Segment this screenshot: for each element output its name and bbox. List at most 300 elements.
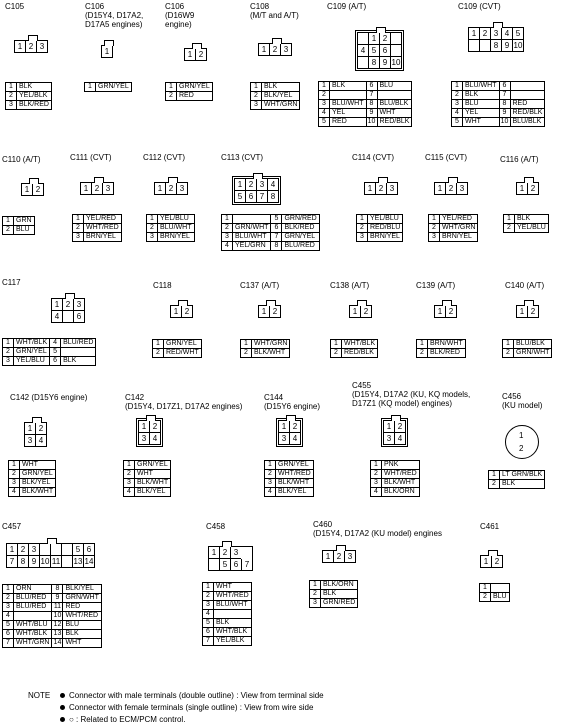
wire-row [319,109,412,118]
wire-color: RED/BLK [510,109,545,118]
connector-label: C110 (A/T) [2,155,41,164]
pin-number: 3 [139,433,150,444]
wire-row [3,630,102,639]
terminal-number: 5 [50,348,61,357]
wire-row [310,581,358,590]
connector-label: C114 (CVT) [352,153,395,162]
terminal-number: 4 [371,488,382,497]
pin-number: 4 [397,434,403,443]
note-line-2: Connector with female terminals (single outline) : View from wire side [60,702,313,713]
connector-latch [272,38,282,44]
wire-color: ORN [14,585,52,594]
pin-number: 6 [380,45,391,57]
wire-row [265,461,314,470]
pin-row [350,306,371,317]
terminal-number: 6 [50,357,61,366]
wire-color [61,348,96,357]
wire-color: WHT/RED [63,612,101,621]
pin-number [358,57,369,68]
terminal-number: 6 [3,630,14,639]
terminal-number: 8 [499,100,510,109]
pin-number: 3 [74,299,84,311]
pin-number [40,544,51,556]
connector-latch [488,550,498,556]
wire-row [222,242,320,251]
terminal-number: 3 [9,479,20,488]
wire-color: GRN/YEL [135,461,171,470]
wire-color-table [240,339,290,358]
wire-color: BLK [330,82,367,91]
wire-color: WHT [135,470,171,479]
wire-color-table [309,580,358,608]
wire-row [357,224,403,233]
wire-color [14,612,52,621]
pin-number: 2 [220,547,231,559]
wire-color: RED [330,118,367,127]
pin-number: 2 [270,44,281,55]
connector-latch [222,541,232,547]
connector-face [184,48,207,61]
pin-number: 9 [502,40,513,51]
wire-color: BRN/YEL [158,233,195,242]
note-line-3: ○ : Related to ECM/PCM control. [60,714,185,725]
terminal-number: 10 [53,612,62,619]
pin-number: 6 [231,559,242,570]
pin-number: 2 [376,183,387,194]
wire-row [429,233,478,242]
wire-row [504,224,549,233]
wire-row [203,592,252,601]
wire-row [371,488,420,497]
pin-number: 5 [235,191,246,202]
wire-row [3,585,102,594]
wire-color: YEL/BLU [14,357,50,366]
wire-color-table [318,81,412,127]
terminal-number: 2 [166,92,177,101]
terminal-number: 14 [53,639,62,646]
connector-label: C456 (KU model) [502,392,543,410]
pin-row [481,556,502,567]
wire-color [510,91,545,100]
wire-color: YEL/BLU [158,215,195,224]
connector-face [434,182,468,195]
wire-color: GRN/RED [321,599,358,608]
bullet-icon [60,717,65,722]
connector-face [349,305,372,318]
pin-number: 9 [29,556,40,567]
terminal-number: 6 [366,82,377,91]
terminal-number: 8 [52,585,63,594]
pin-number: 3 [283,45,289,54]
terminal-number: 3 [251,101,262,110]
wire-color [233,215,271,224]
wire-row [480,584,510,593]
connector-face [170,305,193,318]
terminal-number: 1 [452,82,463,91]
pin-number: 1 [185,49,196,60]
wire-color: BLU [491,593,510,602]
wire-row [331,349,378,358]
connector-latch [442,300,452,306]
connector-label: C117 [2,278,21,287]
terminal-number: 6 [499,82,510,91]
pin-number: 1 [81,183,92,194]
wire-color: GRN/YEL [14,348,50,357]
wire-row [319,82,412,91]
bullet-icon [60,705,65,710]
pin-number: 2 [480,28,491,40]
terminal-number: 4 [124,488,135,497]
connector-label: C108 (M/T and A/T) [250,2,299,20]
terminal-number: 2 [3,348,14,357]
pin-number: 3 [491,28,502,40]
wire-color: GRN/YEL [282,233,319,242]
wire-row [147,233,195,242]
wire-color: BLU/WHT [214,601,252,610]
note-block [28,690,50,701]
wire-color: GRN/YEL [96,83,132,92]
terminal-number: 1 [203,583,214,592]
terminal-number: 4 [265,488,276,497]
wire-color: YEL [330,109,367,118]
wire-color: WHT/GRN [252,340,290,349]
wire-row [251,92,300,101]
wire-color [214,610,252,619]
terminal-number: 3 [3,357,14,366]
wire-row [371,479,420,488]
terminal-number: 3 [452,100,463,109]
terminal-number: 1 [504,215,515,224]
wire-color: GRN/YEL [20,470,56,479]
pin-number: 6 [246,191,257,202]
wire-color-table [221,214,320,251]
wire-row [153,340,202,349]
connector-face [480,555,503,568]
wire-row [222,224,320,233]
connector-label: C115 (CVT) [425,153,468,162]
wire-color: WHT/BLU [14,621,52,630]
pin-number [480,40,491,51]
wire-color: WHT/BLK [214,628,252,637]
terminal-number: 7 [366,91,377,100]
pin-row [52,299,84,311]
wire-row [452,82,545,91]
wire-color: BLK/WHT [252,349,290,358]
wire-color: WHT [463,118,500,127]
connector-face [101,45,113,58]
connector-face [516,305,539,318]
pin-number: 1 [369,33,380,45]
terminal-number: 2 [429,224,440,233]
pin-number: 1 [25,423,36,435]
wire-color-table [202,582,252,646]
wire-row [319,118,412,127]
connector-label: C144 (D15Y6 engine) [264,393,321,411]
connector-face [434,305,457,318]
pin-number: 2 [166,183,177,194]
terminal-number: 3 [147,233,158,242]
pin-row [171,306,192,317]
pin-row [259,306,280,317]
pin-number: 3 [179,184,185,193]
pin-row [384,433,405,444]
connector-label: C116 (A/T) [500,155,539,164]
pin-row [7,544,94,556]
pin-row [358,45,401,57]
wire-color: BLK [262,83,300,92]
pin-number: 3 [384,433,395,444]
wire-row [222,233,320,242]
pin-number: 1 [279,421,290,433]
wire-color: GRN/WHT [63,594,101,603]
pin-number: 3 [231,547,241,559]
wire-color-table [502,339,552,358]
wire-row [9,461,56,470]
wire-row [3,594,102,603]
terminal-number: 2 [265,470,276,479]
wire-row [331,340,378,349]
wire-row [203,619,252,628]
wire-color-table [72,214,122,242]
wire-row [357,215,403,224]
pin-number: 1 [469,28,480,40]
terminal-number: 1 [357,215,368,224]
wire-row [371,470,420,479]
wire-color: GRN [14,217,35,226]
wire-color: BLU/WHT [158,224,195,233]
wire-color: BLU/BLK [510,118,545,127]
connector-label: C112 (CVT) [143,153,186,162]
connector-latch [104,40,114,46]
wire-row [310,599,358,608]
pin-number: 8 [18,556,29,567]
wire-color: WHT/GRN [14,639,52,648]
pin-number: 2 [36,423,46,435]
pin-number [391,33,401,45]
connector-face [154,182,188,195]
pin-row [469,28,523,40]
terminal-number: 2 [9,470,20,479]
pin-number: 11 [51,557,61,566]
pin-row [384,421,405,433]
pin-number: 4 [358,45,369,57]
wire-color-table [330,339,378,358]
wire-color-table [146,214,195,242]
wire-color: BLU/BLK [377,100,412,109]
wire-color: BLU [14,226,35,235]
connector-label: C458 [206,522,226,531]
connector-face [6,543,95,568]
wire-color: BLU [63,621,101,630]
wire-row [85,83,132,92]
pin-number [358,33,369,45]
wire-row [480,593,510,602]
connector-label: C106 (D16W9 engine) [165,2,195,29]
wire-color: WHT/RED [382,470,420,479]
wire-row [124,461,171,470]
wire-row [147,215,195,224]
wire-row [203,637,252,646]
terminal-number: 9 [52,594,63,603]
connector-label: C460 (D15Y4, D17A2 (KU model) engines [313,520,442,538]
terminal-number: 4 [9,488,20,497]
terminal-number: 1 [222,215,233,224]
connector-face [21,183,44,196]
wire-row [203,583,252,592]
wire-color: RED/WHT [164,349,202,358]
terminal-number: 3 [319,100,330,109]
wire-row [452,91,545,100]
pin-number: 2 [395,421,405,433]
wire-color: BRN/YEL [84,233,122,242]
wire-color: YEL/RED [84,215,122,224]
wire-row [310,590,358,599]
pin-number: 2 [63,299,74,311]
wire-color: WHT/GRN [440,224,478,233]
connector-label: C139 (A/T) [416,281,456,290]
wire-color: BLK/RED [282,224,319,233]
pin-number: 3 [257,179,268,191]
wire-color: WHT/BLK [14,630,52,639]
wire-color: BLU/RED [282,242,319,251]
terminal-number: 1 [417,340,428,349]
wire-color: WHT/GRN [262,101,300,110]
terminal-number: 2 [480,593,491,602]
pin-number: 1 [435,306,446,317]
wire-row [153,349,202,358]
terminal-number: 2 [489,480,500,489]
wire-color: RED/BLK [377,118,412,127]
pin-number: 9 [380,57,391,68]
pin-number: 5 [220,559,231,570]
wire-color: BLK [214,619,252,628]
wire-color: YEL/GRN [233,242,271,251]
terminal-number: 3 [429,233,440,242]
wire-row [265,470,314,479]
wire-color: BLK/YEL [20,479,56,488]
wire-color: BLU/WHT [463,82,500,91]
connector-label: C461 [480,522,500,531]
pin-number: 4 [268,179,278,191]
wire-color: BLU/RED [61,339,96,348]
pin-number: 10 [391,58,401,67]
wire-color: BLU/BLK [514,340,552,349]
connector-label: C457 [2,522,22,531]
pin-number: 1 [435,183,446,194]
terminal-number: 1 [3,339,14,348]
pin-number: 1 [259,306,270,317]
wire-color-table [2,338,96,366]
connector-face [136,418,163,447]
connector-latch [29,178,39,184]
terminal-number: 4 [3,612,14,621]
terminal-number: 1 [9,461,20,470]
pin-number: 5 [369,45,380,57]
note-line-1: Connector with male terminals (double outline) : View from terminal side [60,690,324,701]
wire-row [9,488,56,497]
terminal-number: 13 [53,630,62,637]
terminal-number: 10 [500,118,509,125]
pin-number: 4 [152,434,158,443]
terminal-number: 1 [429,215,440,224]
terminal-number: 1 [503,340,514,349]
pin-row [365,183,397,194]
wire-row [452,100,545,109]
terminal-number: 2 [310,590,321,599]
terminal-number: 2 [504,224,515,233]
pin-number [51,544,62,556]
wire-color: BLK [463,91,500,100]
wire-row [166,92,213,101]
wire-color: WHT/RED [214,592,252,601]
wire-row [166,83,213,92]
pin-row [139,421,160,433]
connector-face [232,176,281,205]
connector-face [208,546,253,571]
pin-number [209,559,220,570]
connector-face [276,418,303,447]
terminal-number: 5 [319,118,330,127]
pin-number: 1 [517,183,528,194]
pin-number: 1 [155,183,166,194]
pin-number: 2 [519,444,524,453]
wire-color-table [250,82,300,110]
wire-color-table [428,214,478,242]
terminal-number: 1 [310,581,321,590]
terminal-number: 1 [85,83,96,92]
terminal-number: 1 [371,461,382,470]
pin-number: 4 [502,28,513,40]
terminal-number: 12 [53,621,62,628]
wire-row [265,479,314,488]
terminal-number: 2 [251,92,262,101]
pin-number: 2 [184,307,190,316]
wire-color-table [370,460,420,497]
pin-number: 1 [365,183,376,194]
wire-color: GRN/WHT [233,224,271,233]
wire-row [417,340,466,349]
pin-row [25,423,46,435]
pin-number: 3 [459,184,465,193]
wire-color: BLK/ORN [382,488,420,497]
wire-color: BLK [500,480,545,489]
pin-number [391,45,401,57]
terminal-number: 4 [50,339,61,348]
terminal-number: 8 [271,242,282,251]
connector-latch [32,417,42,423]
wire-row [417,349,466,358]
wire-row [203,628,252,637]
wire-row [124,479,171,488]
terminal-number: 7 [203,637,214,646]
wire-row [3,217,35,226]
terminal-number: 3 [73,233,84,242]
connector-face [516,182,539,195]
wire-row [203,601,252,610]
wire-color: BLK/YEL [276,488,314,497]
wire-row [3,612,102,621]
terminal-number: 7 [499,91,510,100]
wire-row [251,83,300,92]
wire-color: GRN/WHT [514,349,552,358]
wire-color: RED [63,603,101,612]
pin-row [25,435,46,446]
pin-number [469,40,480,51]
wire-color: BLK/YEL [63,585,101,594]
wire-color: YEL/BLK [17,92,52,101]
bullet-icon [60,693,65,698]
pin-number: 13 [73,557,83,566]
